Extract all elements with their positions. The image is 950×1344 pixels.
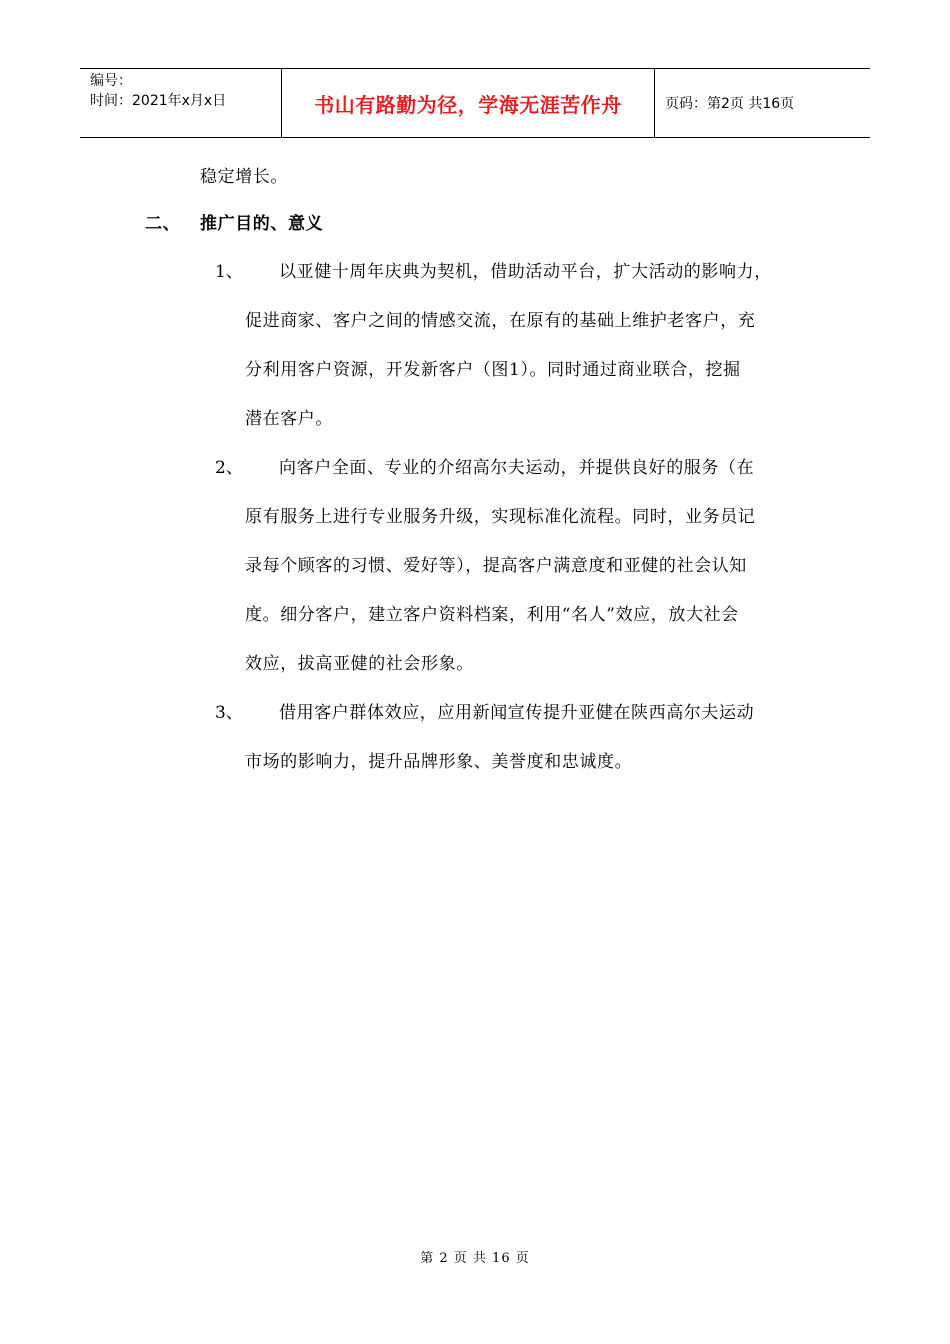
header-motto: 书山有路勤为径，学海无涯苦作舟 bbox=[282, 69, 655, 137]
paragraph-line: 市场的影响力，提升品牌形象、美誉度和忠诚度。 bbox=[245, 752, 633, 772]
paragraph-line: 促进商家、客户之间的情感交流，在原有的基础上维护老客户，充 bbox=[245, 311, 756, 331]
header-meta bbox=[80, 69, 282, 137]
item-number: 3、 bbox=[215, 703, 243, 723]
continuation-text: 稳定增长。 bbox=[200, 167, 288, 187]
paragraph-line: 潜在客户。 bbox=[245, 409, 333, 429]
paragraph-line: 借用客户群体效应，应用新闻宣传提升亚健在陕西高尔夫运动 bbox=[279, 703, 755, 723]
paragraph-line: 原有服务上进行专业服务升级，实现标准化流程。同时，业务员记 bbox=[245, 507, 756, 527]
paragraph-line: 向客户全面、专业的介绍高尔夫运动，并提供良好的服务（在 bbox=[279, 458, 755, 478]
paragraph-line: 分利用客户资源，开发新客户（图1）。同时通过商业联合，挖掘 bbox=[245, 360, 741, 380]
paragraph-line: 效应，拔高亚健的社会形象。 bbox=[245, 654, 474, 674]
section-number: 二、 bbox=[145, 214, 181, 234]
page-footer: 第 2 页 共 16 页 bbox=[420, 1251, 530, 1266]
paragraph-line: 录每个顾客的习惯、爱好等），提高客户满意度和亚健的社会认知 bbox=[245, 556, 747, 576]
item-number: 1、 bbox=[215, 262, 243, 282]
paragraph-line: 度。细分客户，建立客户资料档案，利用“名人”效应，放大社会 bbox=[245, 605, 739, 625]
item-number: 2、 bbox=[215, 458, 243, 478]
section-title: 推广目的、意义 bbox=[200, 214, 324, 234]
number-label: 编号： bbox=[90, 73, 132, 89]
date-label: 时间：2021年x月x日 bbox=[90, 93, 227, 109]
header-page-info: 页码：第2页 共16页 bbox=[665, 96, 795, 112]
paragraph-line: 以亚健十周年庆典为契机，借助活动平台，扩大活动的影响力， bbox=[279, 262, 772, 282]
page-header bbox=[80, 68, 870, 138]
